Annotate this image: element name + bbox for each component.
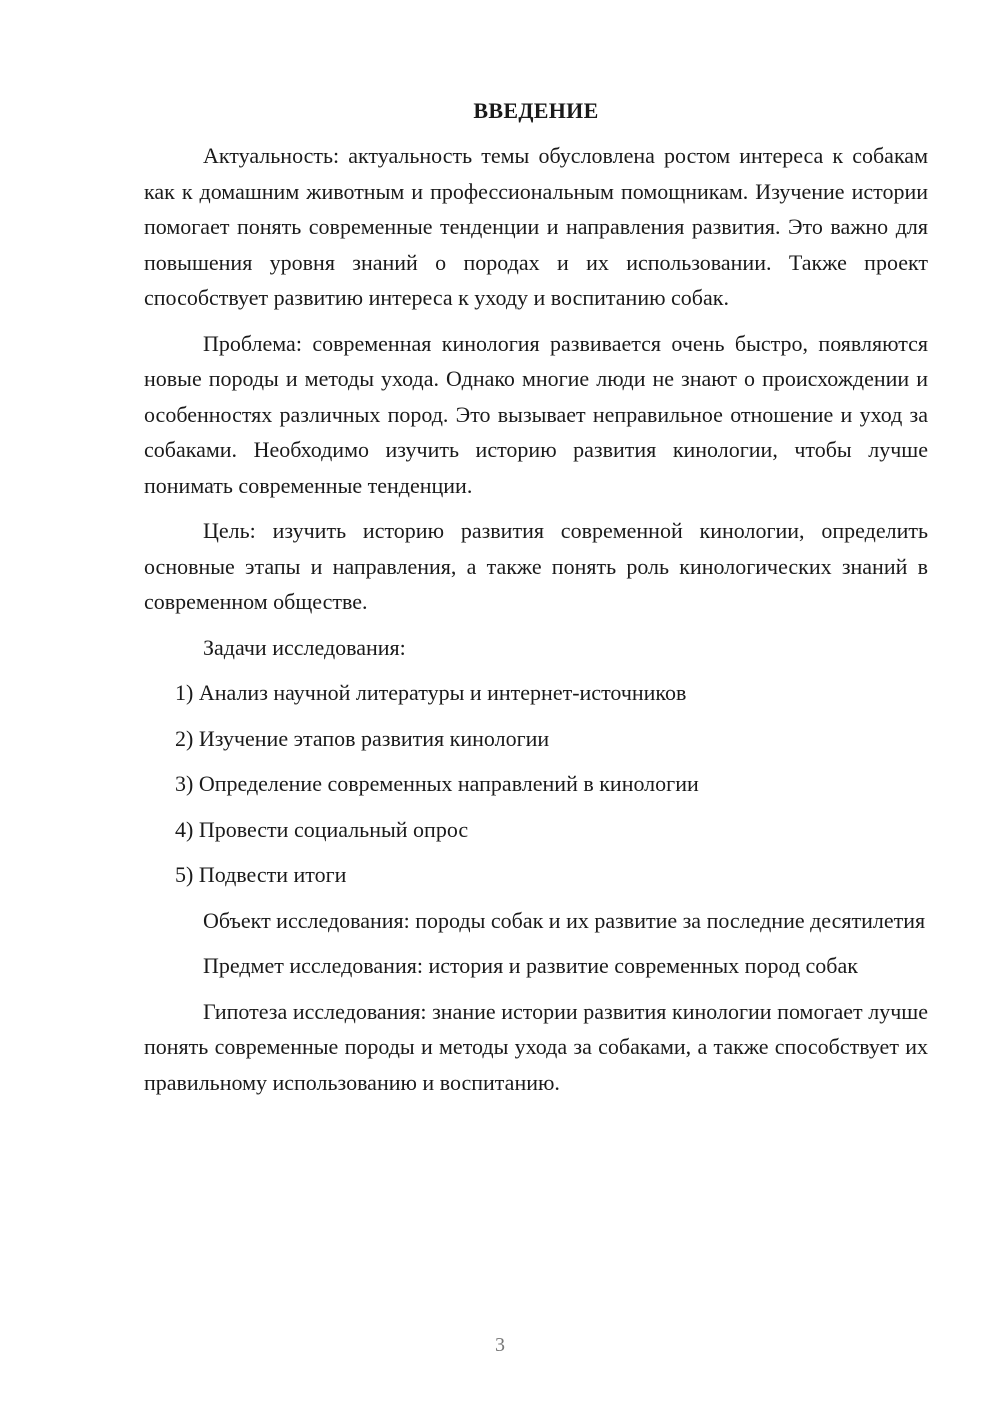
paragraph-goal: Цель: изучить историю развития современной кинологии, определить основные этапы и направления, а также понять роль кинологических знаний в современном обществе. [144,518,928,614]
document-page [144,94,928,1110]
paragraph-subject: Предмет исследования: история и развитие современных пород собак [203,953,858,978]
tasks-list [144,675,928,893]
paragraph-object: Объект исследования: породы собак и их развитие за последние десятилетия [203,907,926,933]
list-item: 1) Анализ научной литературы и интернет-источников [175,680,687,705]
paragraph-relevance: Актуальность: актуальность темы обусловлена ростом интереса к собакам как к домашним животным и профессиональным помощникам. Изучение истории помогает понять современные тенденции и направления развития. Это важно для повышения уровня знаний о породах и их использовании. Также проект способствует развитию интереса к уходу и воспитанию собак. [144,143,928,310]
section-heading: ВВЕДЕНИЕ [473,98,599,123]
list-item: 4) Провести социальный опрос [175,816,469,842]
tasks-title: Задачи исследования: [203,634,406,660]
list-item: 3) Определение современных направлений в кинологии [175,771,699,796]
list-item: 2) Изучение этапов развития кинологии [175,725,550,751]
list-item: 5) Подвести итоги [175,862,347,887]
paragraph-problem: Проблема: современная кинология развивается очень быстро, появляются новые породы и методы ухода. Однако многие люди не знают о происхождении и особенностях различных пород. Это вызывает неправильное отношение и уход за собаками. Необходимо изучить историю развития кинологии, чтобы лучше понимать современные тенденции. [144,330,928,498]
paragraph-hypothesis: Гипотеза исследования: знание истории развития кинологии помогает лучше понять современные породы и методы ухода за собаками, а также способствует их правильному использованию и воспитанию. [144,998,928,1095]
page-number: 3 [495,1334,505,1356]
